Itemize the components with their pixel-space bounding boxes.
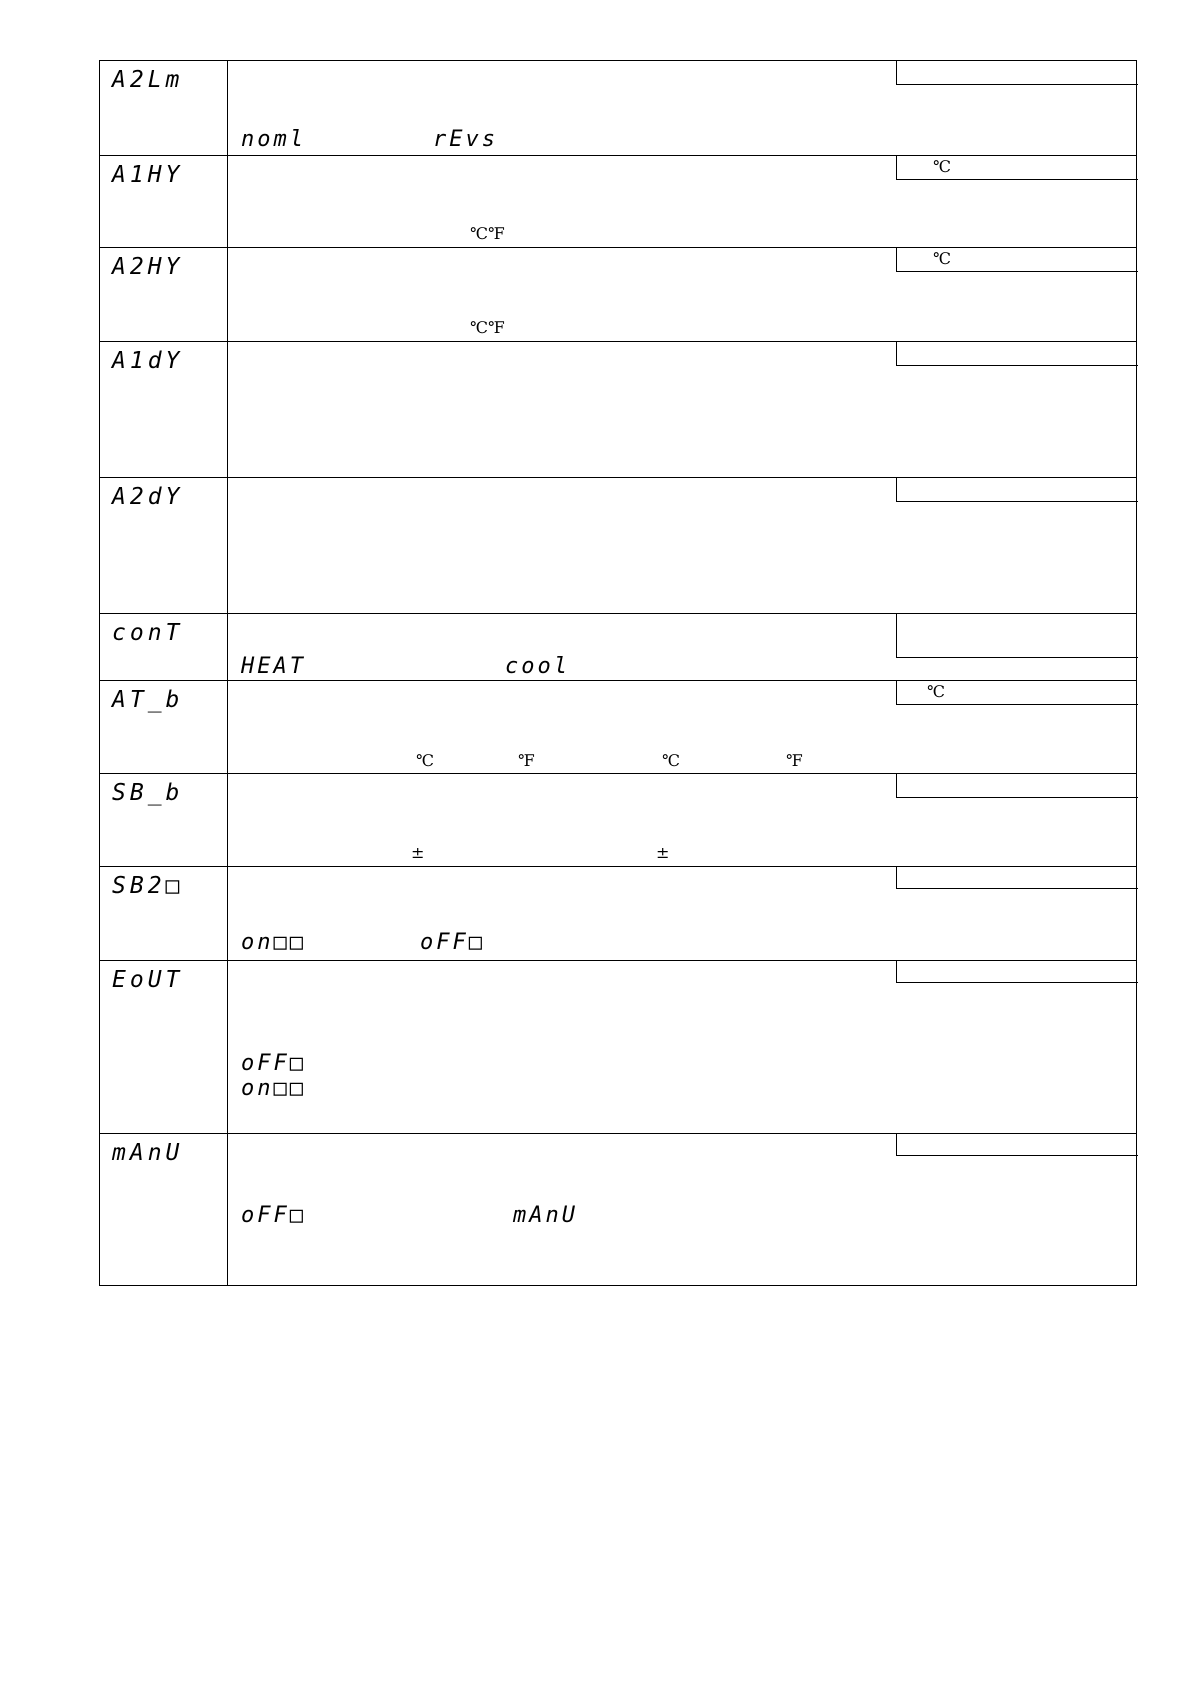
unit-fahrenheit: ℉ bbox=[518, 751, 535, 770]
value-box bbox=[896, 961, 1138, 983]
param-code: A1HY bbox=[112, 162, 184, 188]
unit-fahrenheit: ℉ bbox=[488, 224, 505, 243]
option-on: on□□ bbox=[241, 1076, 306, 1101]
option-heat: HEAT bbox=[241, 654, 306, 679]
value-box bbox=[896, 867, 1138, 889]
column-divider bbox=[227, 61, 228, 155]
box-unit: ℃ bbox=[933, 157, 951, 176]
option-reverse: rEvs bbox=[433, 127, 498, 152]
column-divider bbox=[227, 342, 228, 477]
param-row-manu bbox=[100, 1133, 1136, 1285]
param-row-a2hy bbox=[100, 247, 1136, 341]
option-off: oFF□ bbox=[420, 930, 485, 955]
value-box bbox=[896, 342, 1138, 366]
param-code: EoUT bbox=[112, 967, 184, 993]
plus-minus-sign: ± bbox=[656, 843, 670, 862]
param-code: AT_b bbox=[112, 687, 184, 713]
box-unit: ℃ bbox=[927, 682, 945, 701]
column-divider bbox=[227, 961, 228, 1133]
option-on: on□□ bbox=[241, 930, 306, 955]
value-box bbox=[896, 614, 1138, 658]
column-divider bbox=[227, 867, 228, 960]
param-code: conT bbox=[112, 620, 184, 646]
column-divider bbox=[227, 248, 228, 341]
column-divider bbox=[227, 774, 228, 866]
column-divider bbox=[227, 681, 228, 773]
param-code: A1dY bbox=[112, 348, 184, 374]
option-off: oFF□ bbox=[241, 1051, 306, 1076]
param-row-a1dy bbox=[100, 341, 1136, 477]
option-manual: mAnU bbox=[513, 1203, 578, 1228]
unit-fahrenheit: ℉ bbox=[786, 751, 803, 770]
unit-celsius: ℃ bbox=[416, 751, 434, 770]
column-divider bbox=[227, 614, 228, 680]
value-box bbox=[896, 681, 1138, 705]
param-row-cont bbox=[100, 613, 1136, 680]
param-code: mAnU bbox=[112, 1140, 184, 1166]
plus-minus-sign: ± bbox=[411, 843, 425, 862]
box-unit: ℃ bbox=[933, 249, 951, 268]
value-box bbox=[896, 248, 1138, 272]
column-divider bbox=[227, 156, 228, 247]
param-row-a2lm bbox=[100, 61, 1136, 155]
unit-celsius: ℃ bbox=[470, 224, 488, 243]
param-row-eout bbox=[100, 960, 1136, 1133]
param-row-a2dy bbox=[100, 477, 1136, 613]
value-box bbox=[896, 774, 1138, 798]
param-code: SB2□ bbox=[112, 873, 184, 899]
value-box bbox=[896, 478, 1138, 502]
param-row-sb2 bbox=[100, 866, 1136, 960]
param-row-a1hy bbox=[100, 155, 1136, 247]
option-off: oFF□ bbox=[241, 1203, 306, 1228]
param-code: A2dY bbox=[112, 484, 184, 510]
value-box bbox=[896, 1134, 1138, 1156]
parameter-table bbox=[99, 60, 1137, 1286]
value-box bbox=[896, 156, 1138, 180]
option-cool: cool bbox=[505, 654, 570, 679]
param-row-sb-b bbox=[100, 773, 1136, 866]
param-row-at-b bbox=[100, 680, 1136, 773]
unit-celsius: ℃ bbox=[662, 751, 680, 770]
param-code: A2Lm bbox=[112, 67, 184, 93]
unit-celsius: ℃ bbox=[470, 318, 488, 337]
param-code: A2HY bbox=[112, 254, 184, 280]
value-box bbox=[896, 61, 1138, 85]
option-normal: noml bbox=[241, 127, 306, 152]
column-divider bbox=[227, 1134, 228, 1285]
param-code: SB_b bbox=[112, 780, 184, 806]
column-divider bbox=[227, 478, 228, 613]
unit-fahrenheit: ℉ bbox=[488, 318, 505, 337]
